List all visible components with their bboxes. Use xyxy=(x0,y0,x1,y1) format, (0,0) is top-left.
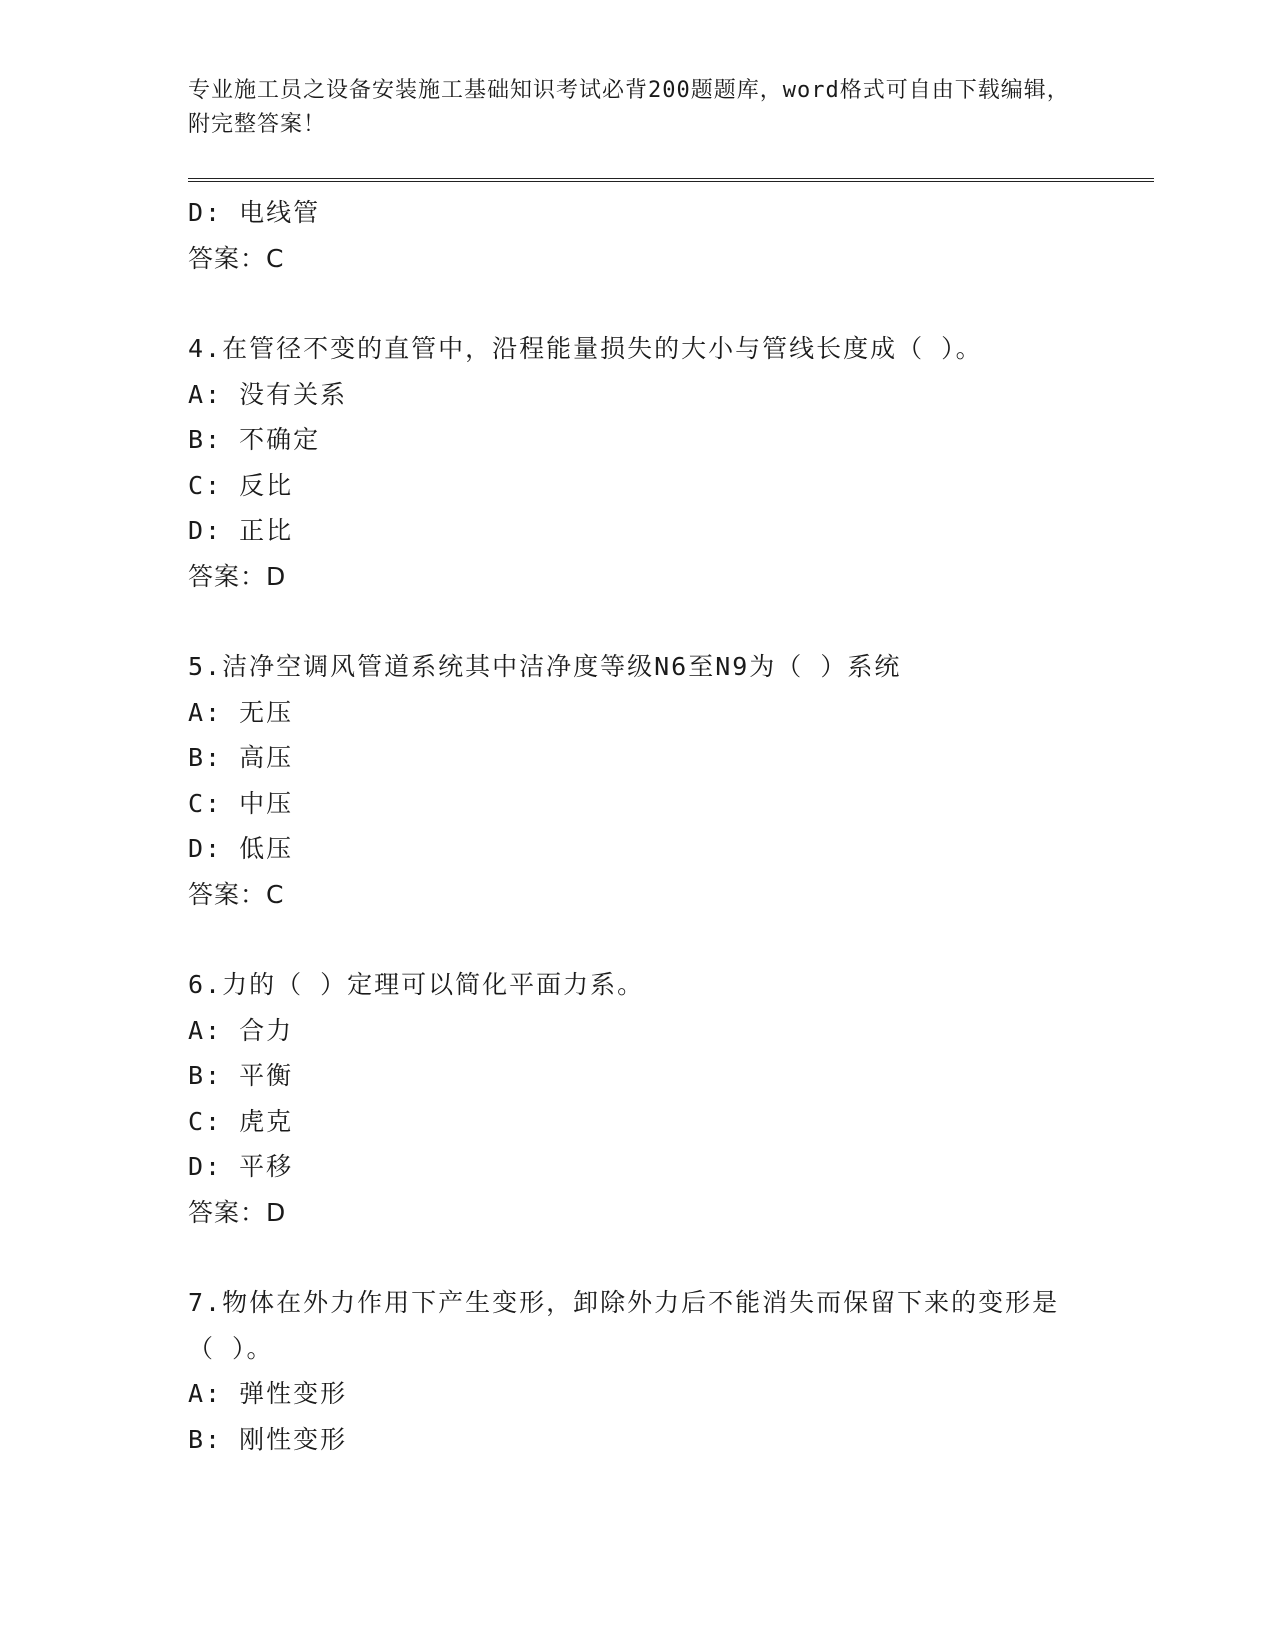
header-divider xyxy=(188,178,1154,182)
question-list xyxy=(188,190,1108,1462)
option-a: A: 合力 xyxy=(188,1015,294,1045)
option-c: C: 反比 xyxy=(188,470,294,500)
question-stem: 4.在管径不变的直管中，沿程能量损失的大小与管线长度成（ ）。 xyxy=(188,334,983,363)
question-stem: 7.物体在外力作用下产生变形，卸除外力后不能消失而保留下来的变形是（ ）。 xyxy=(188,1288,1060,1363)
spacer xyxy=(188,1235,1108,1280)
answer: 答案：D xyxy=(188,561,287,591)
option-c: C: 中压 xyxy=(188,788,294,818)
spacer xyxy=(188,599,1108,644)
prev-option-d: D: 电线管 xyxy=(188,198,321,227)
option-b: B: 平衡 xyxy=(188,1061,294,1090)
option-b: B: 不确定 xyxy=(188,425,321,454)
option-a: A: 弹性变形 xyxy=(188,1379,348,1408)
question-stem: 5.洁净空调风管道系统其中洁净度等级N6至N9为（ ）系统 xyxy=(188,652,902,681)
answer: 答案：C xyxy=(188,879,285,909)
question-5 xyxy=(188,644,1108,917)
option-c: C: 虎克 xyxy=(188,1106,294,1136)
option-b: B: 高压 xyxy=(188,743,294,772)
header-title: 专业施工员之设备安装施工基础知识考试必背200题题库，word格式可自由下载编辑，附完整答案！ xyxy=(188,78,1070,137)
question-4 xyxy=(188,326,1108,599)
option-d: D: 平移 xyxy=(188,1152,294,1181)
question-stem: 6.力的（ ）定理可以简化平面力系。 xyxy=(188,970,645,999)
option-d: D: 正比 xyxy=(188,516,294,545)
option-d: D: 低压 xyxy=(188,834,294,863)
question-6 xyxy=(188,962,1108,1235)
option-a: A: 没有关系 xyxy=(188,379,348,409)
spacer xyxy=(188,917,1108,962)
spacer xyxy=(188,281,1108,326)
answer: 答案：D xyxy=(188,1197,287,1227)
option-b: B: 刚性变形 xyxy=(188,1424,348,1454)
document-header xyxy=(188,74,1088,142)
option-a: A: 无压 xyxy=(188,697,294,727)
question-7 xyxy=(188,1280,1108,1462)
prev-answer: 答案：C xyxy=(188,243,285,273)
